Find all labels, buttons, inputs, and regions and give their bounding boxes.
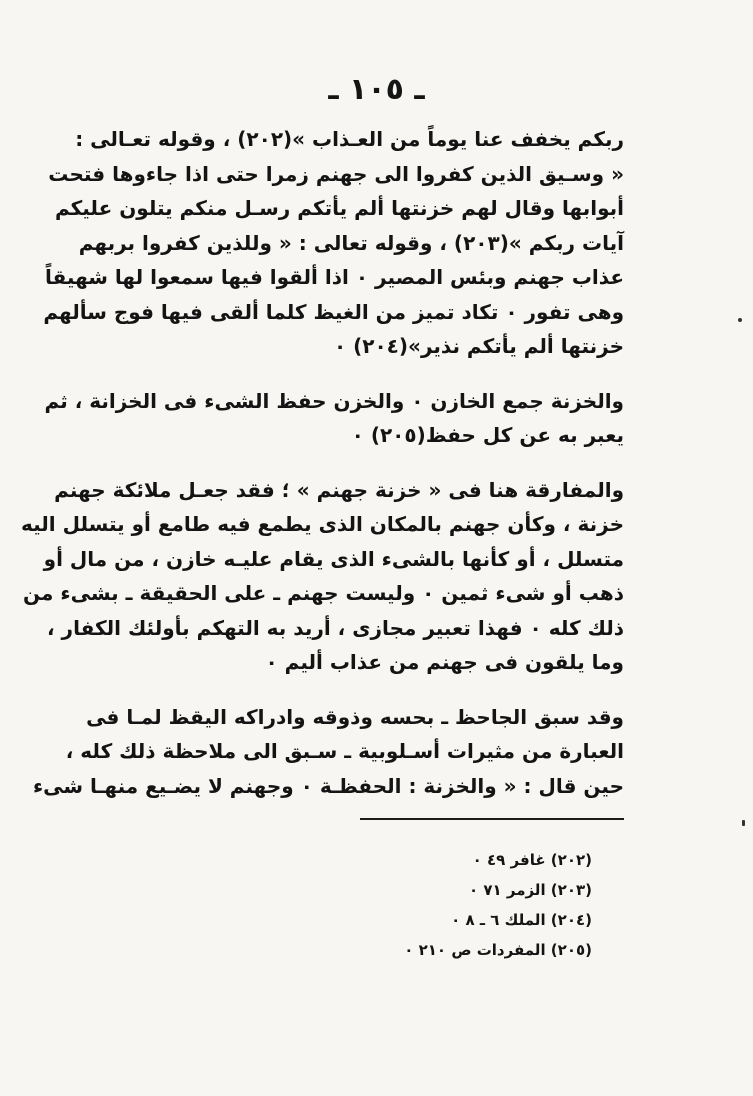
footnote-separator [360, 818, 624, 820]
text-line: أبوابها وقال لهم خزنتها ألم يأتكم رسـل منكم يتلون عليكم [54, 196, 624, 220]
scan-speck [742, 820, 745, 826]
text-line: وما يلقون فى جهنم من عذاب أليم ٠ [265, 650, 624, 674]
paragraph-4 [32, 700, 624, 804]
text-line: يعبر به عن كل حفظ(٢٠٥) ٠ [351, 423, 624, 447]
scan-speck [738, 318, 742, 322]
page-number: ـ ١٠٥ ـ [328, 72, 425, 107]
paragraph-2 [44, 384, 624, 453]
footnote-202: (٢٠٢) غافر ٤٩ ٠ [472, 851, 592, 869]
text-line: ذهب أو شىء ثمين ٠ وليست جهنم ـ على الحقيقة ـ بشىء من [23, 581, 624, 605]
paragraph-1 [43, 122, 624, 364]
text-line: متسلل ، أو كأنها بالشىء الذى يقام عليـه خازن ، من مال أو [43, 546, 624, 571]
text-line: والمفارقة هنا فى « خزنة جهنم » ؛ فقد جعـل ملائكة جهنم [54, 477, 624, 502]
text-line: حين قال : « والخزنة : الحفظـة ٠ وجهنم لا يضـيع منهـا شىء [32, 773, 624, 798]
footnote-204: (٢٠٤) الملك ٦ ـ ٨ ٠ [451, 911, 592, 929]
text-line: عذاب جهنم وبئس المصير ٠ اذا ألقوا فيها سمعوا لها شهيقاً [45, 265, 624, 289]
paragraph-3 [20, 473, 624, 680]
text-line: خزنتها ألم يأتكم نذير»(٢٠٤) ٠ [333, 334, 624, 358]
text-line: خزنة ، وكأن جهنم بالمكان الذى يطمع فيه طامع أو يتسلل اليه [20, 512, 624, 536]
main-text [20, 122, 624, 803]
footnotes [300, 845, 592, 965]
text-line: ربكم يخفف عنا يوماً من العـذاب »(٢٠٢) ، وقوله تعـالى : [75, 127, 624, 151]
text-line: آيات ربكم »(٢٠٣) ، وقوله تعالى : « وللذين كفروا بربهم [78, 230, 624, 255]
text-line: والخزنة جمع الخازن ٠ والخزن حفظ الشىء فى الخزانة ، ثم [44, 388, 624, 413]
footnote-205: (٢٠٥) المفردات ص ٢١٠ ٠ [404, 941, 592, 959]
text-line: وهى تفور ٠ تكاد تميز من الغيظ كلما ألقى فيها فوج سألهم [43, 299, 624, 324]
paragraph-gap [96, 364, 624, 384]
text-line: العبارة من مثيرات أسـلوبية ـ سـبق الى ملاحظة ذلك كله ، [65, 739, 624, 763]
paragraph-gap [96, 680, 624, 700]
footnote-203: (٢٠٣) الزمر ٧١ ٠ [468, 881, 592, 899]
paragraph-gap [96, 453, 624, 473]
text-line: ذلك كله ٠ فهذا تعبير مجازى ، أريد به التهكم بأولئك الكفار ، [47, 615, 624, 640]
text-line: وقد سبق الجاحظ ـ بحسه وذوقه وادراكه اليقظ لمـا فى [86, 704, 624, 729]
text-line: « وسـيق الذين كفروا الى جهنم زمرا حتى اذا جاءوها فتحت [48, 161, 624, 186]
